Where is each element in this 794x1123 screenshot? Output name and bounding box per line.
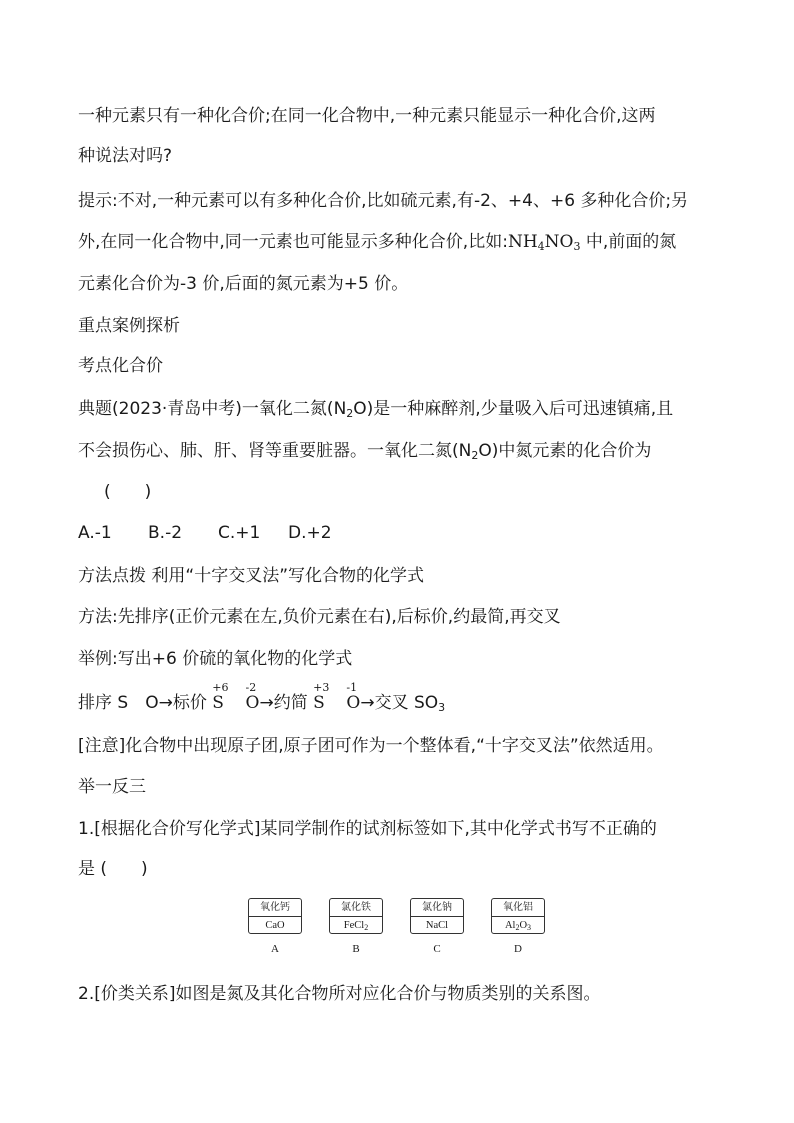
question-intro-line-2: 种说法对吗? <box>78 146 173 166</box>
o-minus2: -2 O <box>245 681 260 713</box>
o-minus1: -1 O <box>346 681 361 713</box>
question-intro-line-1: 一种元素只有一种化合价;在同一化合物中,一种元素只能显示一种化合价,这两 <box>78 106 656 126</box>
formula-nh4no3: $NH_4NO_3$ <box>507 232 581 253</box>
practice-title: 举一反三 <box>78 777 146 797</box>
hint-line-1: 提示:不对,一种元素可以有多种化合价,比如硫元素,有-2、+4、+6 多种化合价;另 <box>78 191 689 211</box>
option-c: C.+1 <box>218 523 261 543</box>
section-title: 重点案例探析 <box>78 316 180 336</box>
options-row <box>78 522 332 544</box>
reagent-label-b: 氯化铁 FeCl$_2$ <box>329 898 383 934</box>
option-b: B.-2 <box>148 523 183 543</box>
hint-line-2: 外,在同一化合物中,同一元素也可能显示多种化合价,比如$:NH_4NO_3$ 中,前面的氮 <box>78 232 677 253</box>
example-line-2: 不会损伤心、肺、肝、肾等重要脏器。一氧化二氮$(N_2O)$中氮元素的化合价为 <box>78 441 652 462</box>
label-letter-c: C <box>433 943 441 955</box>
s-plus6: +6 S <box>212 681 229 713</box>
question-1-line-2: 是 ( ) <box>78 859 148 879</box>
option-d: D.+2 <box>288 523 332 543</box>
answer-blank: ( ) <box>104 482 152 502</box>
label-letter-d: D <box>514 943 522 955</box>
option-a: A.-1 <box>78 523 112 543</box>
method-note: [注意]化合物中出现原子团,原子团可作为一个整体看,“十字交叉法”依然适用。 <box>78 736 664 756</box>
topic-title: 考点化合价 <box>78 356 163 376</box>
method-steps: 方法:先排序(正价元素在左,负价元素在右),后标价,约最简,再交叉 <box>78 607 561 627</box>
s-plus3: +3 S <box>313 681 330 713</box>
cross-method-sequence: 排序 S O→标价 +6 S -2 O→约简 +3 S -1 O→交叉 $SO_3$ <box>78 681 446 714</box>
reagent-label-d: 氧化铝 $Al_2O_3$ <box>491 898 545 934</box>
example-line-1: 典题(2023·青岛中考)一氧化二氮$(N_2O)$是一种麻醉剂,少量吸入后可迅速镇痛,且 <box>78 399 674 420</box>
hint-line-3: 元素化合价为-3 价,后面的氮元素为+5 价。 <box>78 274 409 294</box>
question-1-line-1: 1.[根据化合价写化学式]某同学制作的试剂标签如下,其中化学式书写不正确的 <box>78 819 657 839</box>
reagent-label-c: 氯化钠 NaCl <box>410 898 464 934</box>
reagent-label-a: 氧化钙 CaO <box>248 898 302 934</box>
label-letter-b: B <box>352 943 360 955</box>
method-example-title: 举例:写出+6 价硫的氧化物的化学式 <box>78 649 353 669</box>
label-letter-a: A <box>271 943 279 955</box>
question-2-line-1: 2.[价类关系]如图是氮及其化合物所对应化合价与物质类别的关系图。 <box>78 984 601 1004</box>
reagent-labels <box>248 898 548 958</box>
method-title: 方法点拨 利用“十字交叉法”写化合物的化学式 <box>78 566 425 586</box>
